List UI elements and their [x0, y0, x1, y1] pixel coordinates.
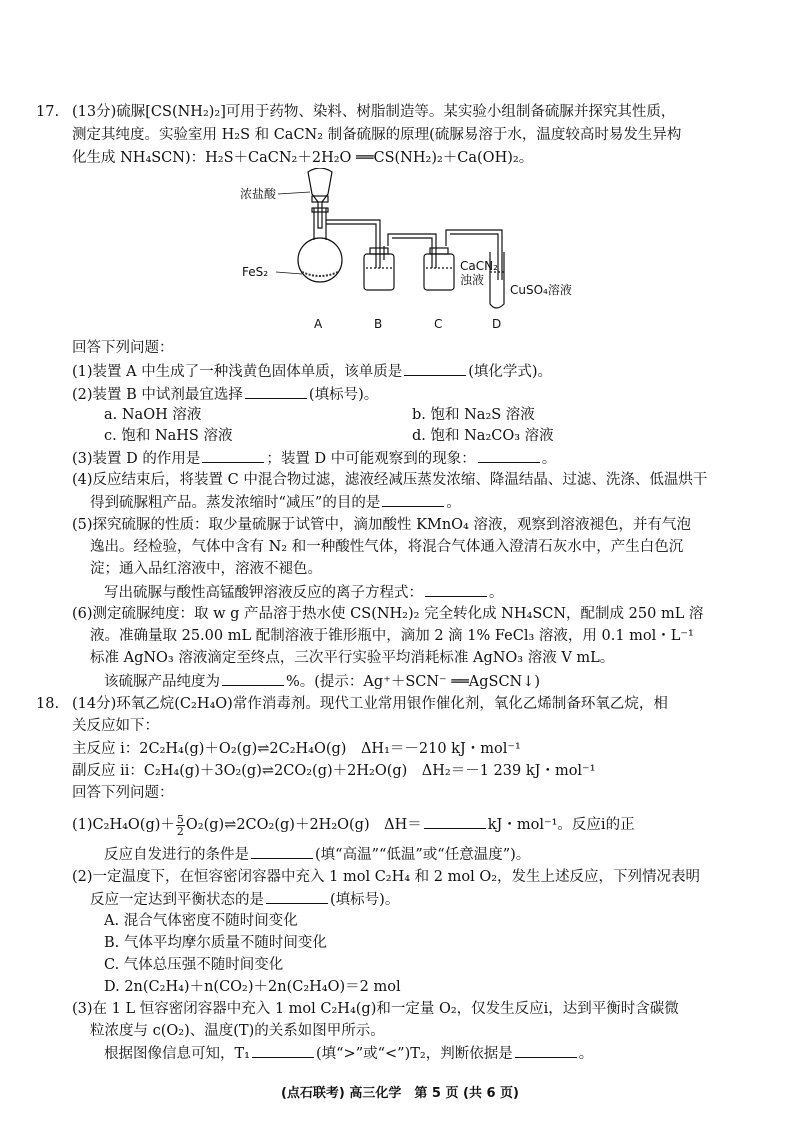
q18-part1-unit: kJ・mol⁻¹。反应ⅰ的正 [487, 817, 635, 833]
bottle-c [424, 234, 454, 290]
label-turbid: 浊液 [460, 273, 485, 287]
q18-part1-line2-text: 反应自发进行的条件是 [104, 847, 249, 863]
flask-a [298, 168, 352, 282]
q17-part4-line1: (4)反应结束后，将装置 C 中混合物过滤，滤液经减压蒸发浓缩、降温结晶、过滤、洗涤、低温烘干 [72, 472, 708, 488]
q17-intro-line2: 测定其纯度。实验室用 H₂S 和 CaCN₂ 制备硫脲的原理(硫脲易溶于水，温度较高时易发生异构 [72, 127, 682, 143]
bottle-b [364, 238, 394, 290]
q17-part1-blank [404, 361, 466, 376]
q17-part2-text: (2)装置 B 中试剂最宜选择 [72, 387, 243, 403]
q17-option-b: b. 饱和 Na₂S 溶液 [412, 407, 535, 423]
q18-part1-mid: O₂(g)⇌2CO₂(g)＋2H₂O(g) ΔH＝ [185, 817, 422, 833]
q18-option-a: A. 混合气体密度不随时间变化 [104, 913, 298, 929]
q17-intro-line3: 化生成 NH₄SCN)：H₂S＋CaCN₂＋2H₂O ══CS(NH₂)₂＋Ca(OH)₂。 [72, 150, 534, 166]
q18-part3-line2: 粒浓度与 c(O₂)、温度(T)的关系如图甲所示。 [90, 1023, 385, 1039]
frac-numerator: 5 [176, 812, 184, 826]
q17-part1 [72, 361, 552, 382]
q17-part3-tail: 。 [541, 451, 557, 467]
q18-part3-blank-2 [515, 1043, 577, 1058]
q18-part1-line2-tail: (填“高温”“低温”或“任意温度”)。 [315, 847, 531, 863]
q17-part4-text: 得到硫脲粗产品。蒸发浓缩时“减压”的目的是 [90, 495, 381, 511]
q17-part6-line2: 液。准确量取 25.00 mL 配制溶液于锥形瓶中，滴加 2 滴 1% FeCl₃ 溶液，用 0.1 mol・L⁻¹ [90, 628, 694, 644]
q17-part6-line1: (6)测定硫脲纯度：取 w g 产品溶于热水使 CS(NH₂)₂ 完全转化成 NH₄SCN，配制成 250 mL 溶 [72, 606, 704, 622]
frac-denominator: 2 [176, 824, 184, 838]
q17-number: 17. [36, 104, 60, 120]
q18-part2-tail: (填标号)。 [330, 892, 400, 908]
q18-option-d: D. 2n(C₂H₄)＋n(CO₂)＋2n(C₂H₄O)＝2 mol [104, 979, 401, 995]
q17-part4-line2 [90, 492, 461, 513]
q18-part1-pre: (1)C₂H₄O(g)＋ [72, 817, 175, 833]
q18-option-b: B. 气体平均摩尔质量不随时间变化 [104, 935, 327, 951]
q18-side-reaction: 副反应 ⅱ：C₂H₄(g)＋3O₂(g)⇌2CO₂(g)＋2H₂O(g) ΔH₂＝－1 239 kJ・mol⁻¹ [72, 763, 596, 779]
q17-part6-line3: 标准 AgNO₃ 溶液滴定至终点，三次平行实验平均消耗标准 AgNO₃ 溶液 V mL。 [90, 650, 615, 666]
q18-part2-blank [266, 889, 328, 904]
q17-part3-text-a: (3)装置 D 的作用是 [72, 451, 201, 467]
q18-part2-text: 反应一定达到平衡状态的是 [90, 892, 264, 908]
q17-part1-text: (1)装置 A 中生成了一种浅黄色固体单质，该单质是 [72, 364, 403, 380]
five-halves-fraction [176, 814, 185, 837]
q18-prompt: 回答下列问题： [72, 785, 174, 801]
label-c: C [434, 317, 443, 331]
q17-part4-tail: 。 [446, 495, 461, 511]
apparatus-figure [240, 168, 600, 336]
q18-number: 18. [36, 696, 60, 712]
q18-intro-line1: (14分)环氧乙烷(C₂H₄O)常作消毒剂。现代工业常用银作催化剂，氧化乙烯制备环氧乙烷，相 [72, 696, 668, 712]
q18-part1-line2 [104, 844, 530, 865]
q17-option-a: a. NaOH 溶液 [104, 407, 202, 423]
q17-part5-tail: 。 [489, 585, 504, 601]
q17-prompt: 回答下列问题： [72, 340, 174, 356]
q17-part6-blank [222, 671, 284, 686]
q17-option-d: d. 饱和 Na₂CO₃ 溶液 [412, 428, 554, 444]
q17-part3 [72, 448, 556, 469]
q18-part1-blank-1 [424, 814, 486, 829]
q17-part3-blank-2 [478, 448, 540, 463]
label-b: B [374, 317, 383, 331]
q17-part5-line3: 淀；通入品红溶液中，溶液不褪色。 [90, 561, 322, 577]
page-footer: (点石联考) 高三化学 第 5 页 (共 6 页) [280, 1086, 519, 1101]
q17-part6-line4 [104, 671, 540, 692]
q17-part1-tail: (填化学式)。 [468, 364, 553, 380]
q18-part3-text-a: 根据图像信息可知，T₁ [104, 1046, 250, 1062]
q18-part3-line3 [104, 1043, 593, 1064]
q17-part5-line2: 逸出。经检验，气体中含有 N₂ 和一种酸性气体，将混合气体通入澄清石灰水中，产生白色沉 [90, 539, 684, 555]
q18-main-reaction: 主反应 ⅰ：2C₂H₄(g)＋O₂(g)⇌2C₂H₄O(g) ΔH₁＝－210 kJ・mol⁻¹ [72, 741, 521, 757]
q17-part2-tail: (填标号)。 [308, 387, 379, 403]
q18-part3-line1: (3)在 1 L 恒容密闭容器中充入 1 mol C₂H₄(g)和一定量 O₂，仅发生反应ⅰ，达到平衡时含碳微 [72, 1001, 679, 1017]
q18-part3-blank-1 [252, 1043, 314, 1058]
q17-part5-text: 写出硫脲与酸性高锰酸钾溶液反应的离子方程式： [104, 585, 423, 601]
q17-part4-blank [382, 492, 444, 507]
q17-part5-line4 [104, 582, 504, 603]
q17-option-c: c. 饱和 NaHS 溶液 [104, 428, 233, 444]
q18-part3-tail: 。 [578, 1046, 594, 1062]
label-d: D [492, 317, 502, 331]
q17-part3-blank-1 [202, 448, 264, 463]
q17-part6-text: 该硫脲产品纯度为 [104, 674, 220, 690]
q17-part2-blank [245, 384, 307, 399]
q18-option-c: C. 气体总压强不随时间变化 [104, 957, 284, 973]
label-a: A [314, 317, 323, 331]
q18-part3-text-b: (填“>”或“<”)T₂，判断依据是 [315, 1046, 513, 1062]
label-cacn2: CaCN₂ [460, 259, 498, 273]
q18-part2-line2 [90, 889, 399, 910]
q18-part1-blank-2 [251, 844, 313, 859]
label-fes2: FeS₂ [242, 265, 269, 279]
q18-part1-line1 [72, 812, 635, 838]
q17-part2 [72, 384, 378, 405]
q18-intro-line2: 关反应如下： [72, 718, 159, 734]
q17-part6-tail: %。(提示：Ag⁺＋SCN⁻ ══AgSCN↓) [286, 674, 541, 690]
label-conc-hcl: 浓盐酸 [240, 187, 277, 201]
q17-part5-line1: (5)探究硫脲的性质：取少量硫脲于试管中，滴加酸性 KMnO₄ 溶液，观察到溶液褪色，并有气泡 [72, 517, 691, 533]
q17-part3-text-b: ；装置 D 中可能观察到的现象： [266, 451, 476, 467]
q17-intro-line1: (13分)硫脲[CS(NH₂)₂]可用于药物、染料、树脂制造等。某实验小组制备硫脲并探究其性质， [72, 104, 676, 120]
label-cuso4: CuSO₄溶液 [510, 283, 572, 297]
q18-part2-line1: (2)一定温度下，在恒容密闭容器中充入 1 mol C₂H₄ 和 2 mol O₂，发生上述反应，下列情况表明 [72, 869, 701, 885]
q17-part5-blank [425, 582, 487, 597]
